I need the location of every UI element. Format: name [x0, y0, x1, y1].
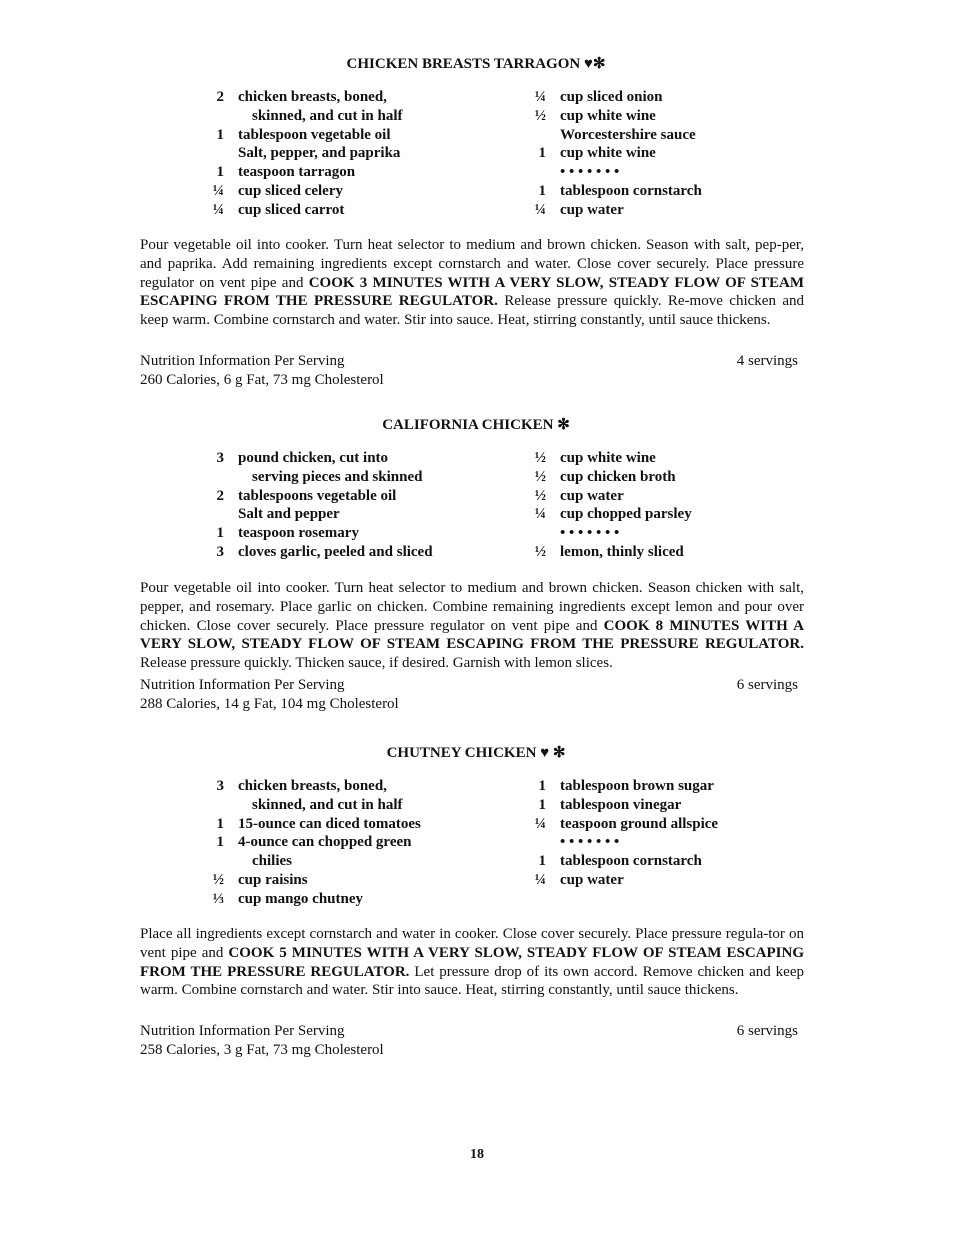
recipe-directions — [140, 579, 804, 673]
ingredient-line — [530, 126, 790, 145]
ingredient-line — [530, 505, 790, 524]
ingredient-qty: 1 — [538, 796, 546, 813]
ingredient-qty: 2 — [216, 89, 224, 105]
ingredient-qty: ¼ — [212, 201, 224, 218]
directions-text: Release pressure quickly. Re-move chicken and keep warm. Combine cornstarch and water. Stir into sauce. Heat, stirring constantly, until sauce thickens. — [140, 293, 805, 329]
ingredient-line — [208, 871, 498, 890]
ingredient-line — [208, 890, 498, 909]
ingredient-qty — [530, 163, 546, 182]
ingredient-qty: 3 — [216, 543, 224, 560]
ingredient-separator — [530, 833, 790, 852]
ingredient-qty — [208, 505, 224, 524]
directions-text: Place all ingredients except cornstarch and water in cooker. Close cover securely. Place pressure regula-tor on vent pipe and — [140, 926, 804, 961]
directions-text: Release pressure quickly. Thicken sauce, if desired. Garnish with lemon slices. — [140, 655, 613, 672]
ingredient-line — [530, 201, 790, 220]
ingredient-line — [530, 815, 790, 834]
ingredient-line — [208, 182, 498, 201]
ingredient-text: teaspoon ground allspice — [560, 815, 719, 832]
directions-bold: COOK 8 MINUTES WITH A VERY SLOW, STEADY FLOW OF STEAM ESCAPING FROM THE PRESSURE REGULATOR. — [140, 617, 805, 653]
nutrition-info — [140, 676, 804, 714]
ingredient-qty: ½ — [534, 487, 546, 504]
ingredient-text: cup raisins — [238, 871, 308, 888]
ingredient-qty: 1 — [538, 853, 546, 870]
ingredient-text: • • • • • • • — [560, 834, 620, 851]
recipe-chicken-breasts-tarragon — [140, 54, 805, 388]
ingredient-text: cup chopped parsley — [560, 506, 692, 523]
ingredient-text: cup water — [560, 201, 624, 218]
ingredient-qty: ½ — [534, 450, 546, 466]
ingredient-qty — [208, 107, 224, 126]
ingredient-line — [208, 852, 498, 871]
directions-bold: COOK 3 MINUTES WITH A VERY SLOW, STEADY FLOW OF STEAM ESCAPING FROM THE PRESSURE REGULATOR. — [140, 274, 805, 310]
directions-text: Let pressure drop of its own accord. Remove chicken and keep warm. Combine cornstarch and water. Stir into sauce. Heat, stirring constantly, until sauce thickens. — [140, 963, 804, 999]
ingredient-line — [208, 505, 498, 524]
ingredient-text: Salt, pepper, and paprika — [238, 145, 401, 162]
ingredient-separator — [530, 524, 790, 543]
ingredient-text: tablespoon vegetable oil — [238, 126, 391, 143]
ingredient-line — [208, 833, 498, 852]
ingredient-qty: ¼ — [534, 201, 546, 218]
ingredient-line — [530, 543, 790, 562]
ingredient-text: cup white wine — [560, 107, 656, 124]
recipe-chutney-chicken — [140, 743, 804, 1058]
recipe-title: CALIFORNIA CHICKEN ✻ — [382, 417, 570, 433]
ingredient-text: cup sliced carrot — [238, 201, 345, 218]
ingredient-text: Worcestershire sauce — [560, 126, 696, 143]
ingredient-text: 15-ounce can diced tomatoes — [238, 815, 421, 832]
servings: 4 servings — [736, 353, 798, 369]
ingredient-line — [208, 88, 498, 107]
ingredient-qty: ½ — [212, 871, 224, 888]
ingredient-qty: ¼ — [212, 182, 224, 199]
ingredient-line — [530, 182, 790, 201]
ingredient-qty: 1 — [538, 182, 546, 199]
ingredient-column-left — [208, 777, 498, 909]
ingredient-line — [530, 107, 790, 126]
ingredient-qty — [208, 852, 224, 871]
ingredient-line — [208, 144, 498, 163]
ingredient-column-right — [530, 449, 790, 562]
ingredient-line — [208, 449, 498, 468]
ingredient-text: skinned, and cut in half — [252, 107, 403, 124]
ingredient-text: chilies — [252, 853, 292, 870]
ingredient-qty — [208, 144, 224, 163]
recipe-title: CHICKEN BREASTS TARRAGON ♥✻ — [346, 56, 606, 72]
ingredient-line — [208, 126, 498, 145]
ingredient-text: cup white wine — [560, 145, 656, 162]
ingredient-line — [530, 796, 790, 815]
ingredient-text: teaspoon rosemary — [238, 525, 359, 542]
ingredient-qty: 1 — [216, 126, 224, 143]
ingredient-text: skinned, and cut in half — [252, 796, 403, 813]
recipe-directions — [140, 236, 804, 330]
servings: 6 servings — [736, 677, 798, 693]
ingredient-text: pound chicken, cut into — [238, 450, 389, 466]
ingredient-line — [530, 468, 790, 487]
nutrition-info — [140, 1022, 804, 1060]
ingredient-text: 4-ounce can chopped green — [238, 834, 412, 851]
nutrition-label: Nutrition Information Per Serving — [140, 677, 345, 693]
ingredient-line — [530, 777, 790, 796]
ingredient-qty — [530, 833, 546, 852]
ingredient-qty: 1 — [216, 834, 224, 851]
ingredient-column-left — [208, 449, 498, 562]
ingredient-text: cup mango chutney — [238, 890, 364, 907]
ingredient-text: Salt and pepper — [238, 506, 340, 523]
ingredient-qty: 1 — [216, 815, 224, 832]
ingredient-qty — [530, 126, 546, 145]
nutrition-info — [140, 352, 804, 390]
recipe-california-chicken — [140, 415, 805, 712]
ingredient-text: cup sliced celery — [238, 182, 343, 199]
nutrition-values: 288 Calories, 14 g Fat, 104 mg Cholesterol — [140, 696, 399, 712]
ingredient-qty: ½ — [534, 543, 546, 560]
ingredient-qty: 1 — [216, 525, 224, 542]
ingredient-qty — [208, 468, 224, 487]
ingredient-qty — [530, 524, 546, 543]
ingredient-text: tablespoon cornstarch — [560, 853, 702, 870]
ingredient-line — [530, 852, 790, 871]
ingredient-column-left — [208, 88, 498, 220]
ingredient-line — [208, 796, 498, 815]
page-number: 18 — [470, 1147, 484, 1162]
ingredient-line — [208, 468, 498, 487]
ingredient-text: tablespoons vegetable oil — [238, 487, 397, 504]
ingredient-text: • • • • • • • — [560, 525, 620, 542]
ingredient-text: tablespoon vinegar — [560, 796, 682, 813]
ingredient-qty: ⅓ — [212, 890, 224, 907]
ingredient-line — [530, 88, 790, 107]
ingredient-text: cloves garlic, peeled and sliced — [238, 543, 433, 560]
servings: 6 servings — [736, 1023, 798, 1039]
ingredient-text: lemon, thinly sliced — [560, 543, 684, 560]
ingredient-line — [208, 524, 498, 543]
ingredient-qty: 2 — [216, 487, 224, 504]
ingredient-text: • • • • • • • — [560, 164, 620, 181]
ingredient-line — [530, 449, 790, 468]
ingredient-qty: ½ — [534, 107, 546, 124]
ingredient-qty — [208, 796, 224, 815]
ingredient-text: tablespoon cornstarch — [560, 182, 702, 199]
ingredient-line — [208, 543, 498, 562]
ingredient-line — [530, 871, 790, 890]
ingredient-text: cup white wine — [560, 450, 656, 466]
recipe-directions — [140, 925, 804, 1000]
ingredient-qty: 3 — [216, 450, 224, 466]
ingredient-text: serving pieces and skinned — [252, 468, 423, 485]
ingredient-text: tablespoon brown sugar — [560, 778, 714, 794]
ingredient-text: chicken breasts, boned, — [238, 778, 387, 794]
ingredient-text: cup chicken broth — [560, 468, 676, 485]
ingredient-text: chicken breasts, boned, — [238, 89, 387, 105]
ingredient-qty: ¼ — [534, 871, 546, 888]
recipe-title: CHUTNEY CHICKEN ♥ ✻ — [386, 745, 566, 761]
ingredient-qty: ½ — [534, 468, 546, 485]
ingredient-text: cup water — [560, 487, 624, 504]
ingredient-separator — [530, 163, 790, 182]
ingredient-text: cup sliced onion — [560, 89, 663, 105]
ingredient-line — [208, 487, 498, 506]
ingredient-qty: ¼ — [534, 815, 546, 832]
ingredient-column-right — [530, 777, 790, 890]
directions-text: Pour vegetable oil into cooker. Turn heat selector to medium and brown chicken. Season chicken with salt, pepper, and rosemary. Place garlic on chicken. Combine remaining ingredients except lemon and pour over chicken. Close cover securely. Place pressure regulator on vent pipe and — [140, 580, 804, 634]
directions-text: Pour vegetable oil into cooker. Turn heat selector to medium and brown chicken. Season with salt, pep-per, and paprika. Add remaining ingredients except cornstarch and water. Close cover securely. Place pressure regulator on vent pipe and — [140, 237, 804, 291]
nutrition-values: 258 Calories, 3 g Fat, 73 mg Cholesterol — [140, 1042, 384, 1058]
ingredient-qty: 1 — [538, 145, 546, 162]
ingredient-line — [208, 815, 498, 834]
ingredient-qty: 1 — [538, 778, 546, 794]
ingredient-line — [530, 487, 790, 506]
directions-bold: COOK 5 MINUTES WITH A VERY SLOW, STEADY FLOW OF STEAM ESCAPING FROM THE PRESSURE REGULATOR. — [140, 944, 804, 980]
nutrition-label: Nutrition Information Per Serving — [140, 1023, 345, 1039]
ingredient-column-right — [530, 88, 790, 220]
nutrition-values: 260 Calories, 6 g Fat, 73 mg Cholesterol — [140, 372, 384, 388]
ingredient-line — [208, 777, 498, 796]
ingredient-qty: 3 — [216, 778, 224, 794]
ingredient-qty: ¼ — [534, 89, 546, 105]
ingredient-line — [208, 201, 498, 220]
ingredient-qty: 1 — [216, 164, 224, 181]
ingredient-line — [530, 144, 790, 163]
ingredient-text: cup water — [560, 871, 624, 888]
ingredient-qty: ¼ — [534, 506, 546, 523]
ingredient-line — [208, 163, 498, 182]
ingredient-text: teaspoon tarragon — [238, 164, 356, 181]
ingredient-line — [208, 107, 498, 126]
nutrition-label: Nutrition Information Per Serving — [140, 353, 345, 369]
